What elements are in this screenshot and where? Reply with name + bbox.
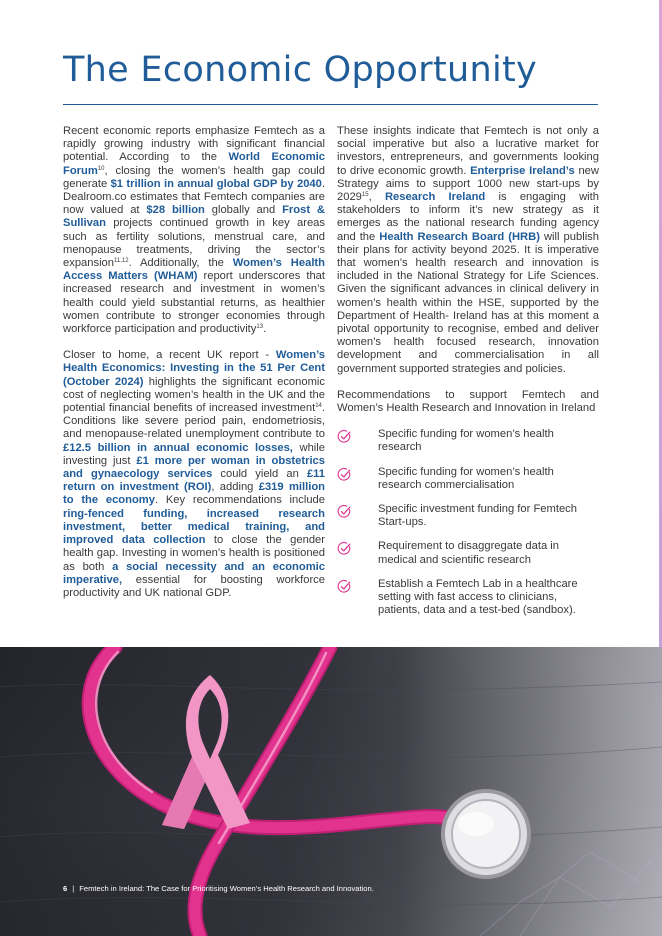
check-circle-icon: [337, 541, 352, 556]
footer-separator: |: [72, 884, 75, 893]
list-item: [337, 503, 599, 529]
frost-sullivan-highlight: Frost & Sullivan: [63, 204, 326, 230]
check-circle-icon: [337, 467, 352, 482]
right-column: [337, 125, 599, 629]
page-number: 6: [63, 884, 68, 893]
uk-report-highlight: Women’s Health Economics: Investing in the 51 Per Cent (October 2024): [63, 349, 325, 388]
check-circle-icon: [337, 504, 352, 519]
research-ireland-highlight: Research Ireland: [384, 191, 486, 204]
list-item: [337, 540, 599, 566]
paragraph-uk-report: Closer to home, a recent UK report - Women’s Health Economics: Investing in the 51 Per Cent (October 2024) highlights the significant economic cost of neglecting women’s health in the UK and the potential financial benefits of increased investment$^{14}$. Conditions like severe period pain, endometriosis, and menopause-related unemployment contribute to £12.5 billion in annual economic losses, while investing just £1 more per woman in obstetrics and gynaecology services could yield an £11 return on investment (ROI), adding £319 million to the economy. Key recommendations include ring-fenced funding, increased research investment, better medical training, and improved data collection to close the gender health gap. Investing in women’s health is positioned as both a social necessity and an economic imperative, essential for boosting workforce productivity and UK national GDP.: [63, 349, 326, 599]
recommendations-intro: Recommendations to support Femtech and Women’s Health Research and Innovation in Ireland: [337, 388, 599, 415]
paragraph-economic-reports: Recent economic reports emphasize Femtech as a rapidly growing industry with significant financial potential. According to the World Economic Forum$^{10}$, closing the women’s health gap could generate $1 trillion in annual global GDP by 2040. Dealroom.co estimates that Femtech companies are now valued at $28 billion globally and Frost & Sullivan projects continued growth in key areas such as fertility solutions, menstrual care, and menopause treatments, driving the sector’s expansion$^{11,12}$. Additionally, the Women’s Health Access Matters (WHAM) report underscores that increased research and investment in women’s health could yield substantial returns, as healthier women contribute to stronger economies through workforce participation and productivity$^{13}$.: [63, 125, 326, 336]
enterprise-ireland-highlight: Enterprise Ireland’s: [470, 164, 575, 177]
check-circle-icon: [337, 429, 352, 444]
valuation-highlight: $28 billion: [146, 204, 205, 217]
economy-highlight: £319 million to the economy: [63, 481, 325, 507]
recommendation-text: Specific funding for women’s health research commercialisation: [378, 465, 554, 491]
recommendation-text: Specific funding for women’s health research: [378, 428, 554, 454]
wham-highlight: Women’s Health Access Matters (WHAM): [63, 257, 325, 283]
list-item: [337, 466, 599, 492]
recommendation-text: Requirement to disaggregate data in medical and scientific research: [378, 540, 559, 566]
check-circle-icon: [337, 579, 352, 594]
paragraph-insights: These insights indicate that Femtech is not only a social imperative but also a lucrative market for investors, entrepreneurs, and governments looking to drive economic growth. Enterprise Ireland’s new Strategy aims to support 1000 new start-ups by 2029$^{15}$, Research Ireland is engaging with stakeholders to inform it’s new strategy as it emerges as the national research funding agency and the Health Research Board (HRB) will publish their plans for activity beyond 2025. It is imperative that women’s health research and innovation is included in the National Strategy for Life Sciences. Given the significant advances in clinical delivery in women’s health within the HSE, supported by the Department of Health- Ireland has at this moment a pivotal opportunity to recognise, embed and deliver women’s health focused research, innovation development and commercialisation in all government supported strategies and policies.: [337, 125, 600, 375]
key-recommendations-highlight: ring-fenced funding, increased research investment, better medical training, and improved data collection: [63, 507, 325, 547]
left-column: [63, 125, 325, 613]
roi-highlight: £11 return on investment (ROI): [63, 468, 325, 494]
list-item: [337, 428, 599, 454]
investment-highlight: £1 more per woman in obstetrics and gynaecology services: [63, 454, 326, 481]
recommendations-list: [337, 428, 599, 617]
stethoscope-chestpiece: [441, 789, 531, 879]
wef-highlight: World Economic Forum: [63, 151, 325, 177]
recommendation-text: Establish a Femtech Lab in a healthcare setting with fast access to clinicians, patients, data and a test-bed (sandbox).: [378, 577, 578, 617]
gdp-highlight: $1 trillion in annual global GDP by 2040: [110, 177, 322, 190]
page-title: The Economic Opportunity: [63, 50, 538, 90]
social-necessity-highlight: a social necessity and an economic imperative,: [63, 560, 325, 586]
page-footer: [63, 884, 374, 893]
hrb-highlight: Health Research Board (HRB): [379, 230, 540, 243]
title-divider: [63, 104, 598, 105]
recommendation-text: Specific investment funding for Femtech Start-ups.: [378, 503, 577, 529]
list-item: [337, 578, 599, 618]
footer-text: Femtech in Ireland: The Case for Prioritising Women’s Health Research and Innovation.: [79, 884, 374, 893]
losses-highlight: £12.5 billion in annual economic losses,: [63, 441, 293, 454]
